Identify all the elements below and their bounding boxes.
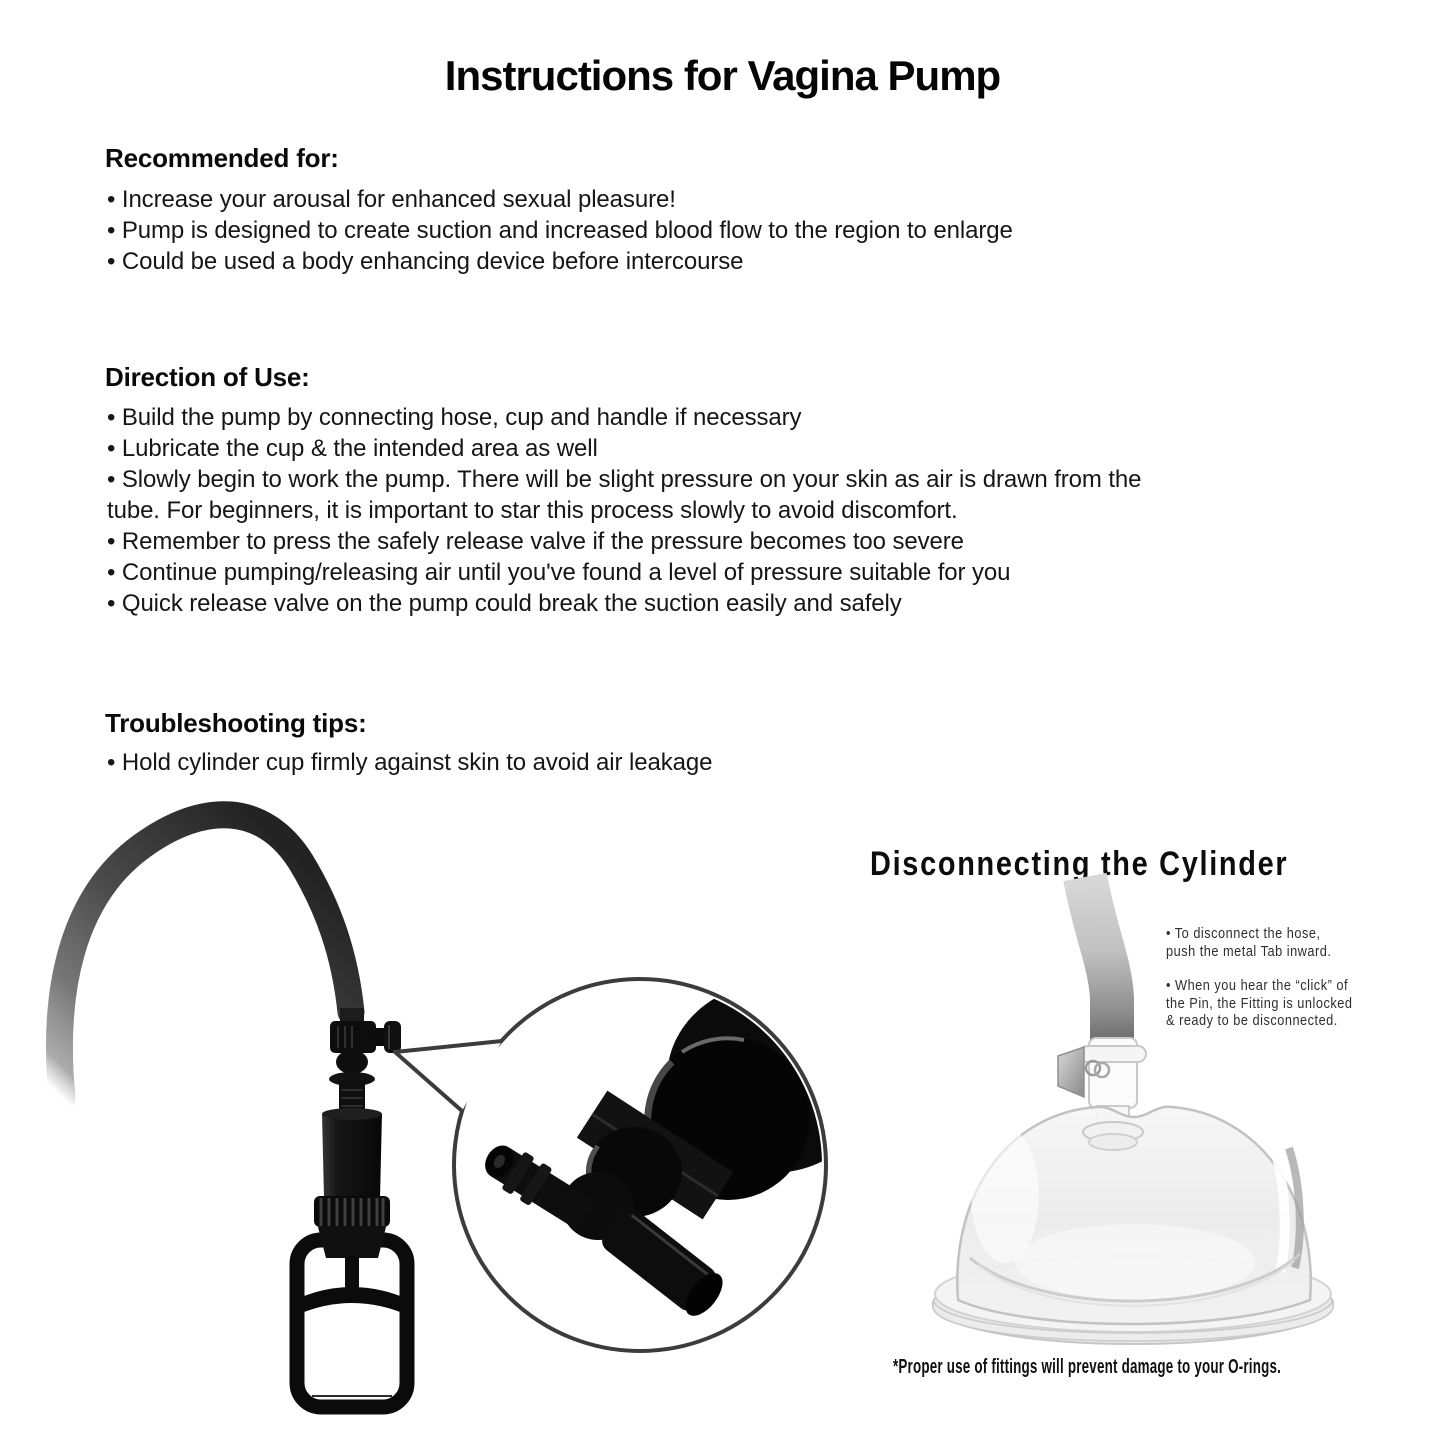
valve-collar	[336, 1050, 368, 1074]
bullet-line: • Lubricate the cup & the intended area as well	[107, 435, 598, 462]
dome-center-glare	[1015, 1224, 1255, 1300]
note-line: • When you hear the “click” of	[1166, 977, 1349, 994]
note-line: the Pin, the Fitting is unlocked	[1166, 994, 1353, 1012]
direction-of-use-list	[107, 402, 1141, 619]
cup-neck-ring-lower	[1089, 1134, 1137, 1150]
bullet-line: • Continue pumping/releasing air until you've found a level of pressure suitable for you	[107, 559, 1011, 586]
bullet-line: • Remember to press the safely release valve if the pressure becomes too severe	[107, 528, 964, 555]
section-heading-direction-of-use: Direction of Use:	[105, 361, 310, 392]
bullet-line: • Hold cylinder cup firmly against skin to avoid air leakage	[107, 749, 713, 776]
note-line: & ready to be disconnected.	[1166, 1012, 1338, 1029]
section-heading-troubleshooting-tips: Troubleshooting tips:	[105, 707, 367, 738]
bullet-line: tube. For beginners, it is important to star this process slowly to avoid discomfort.	[107, 497, 958, 524]
bullet-line: • Quick release valve on the pump could break the suction easily and safely	[107, 590, 902, 617]
bullet-line: • Increase your arousal for enhanced sexual pleasure!	[107, 186, 676, 213]
metal-tab	[1058, 1047, 1084, 1097]
valve-closeup-magnifier	[395, 979, 877, 1351]
note-click-pin	[1166, 977, 1352, 1030]
o-rings-footnote: *Proper use of fittings will prevent damage to your O-rings.	[893, 1356, 1282, 1378]
recommended-for-list	[107, 184, 1013, 277]
pump-valve	[330, 1008, 401, 1053]
pump-cylinder	[314, 1108, 390, 1258]
cylinder-panel-heading: Disconnecting the Cylinder	[870, 845, 1289, 883]
troubleshooting-list	[107, 747, 712, 778]
section-heading-recommended-for: Recommended for:	[105, 142, 339, 173]
page-title: Instructions for Vagina Pump	[444, 52, 1001, 100]
bullet-line: • Slowly begin to work the pump. There will be slight pressure on your skin as air is drawn from the	[107, 466, 1142, 493]
bullet-line: • Pump is designed to create suction and increased blood flow to the region to enlarge	[107, 217, 1013, 244]
cylinder-panel-notes	[1166, 925, 1352, 1030]
note-line: push the metal Tab inward.	[1166, 942, 1332, 960]
cup-hose	[1085, 877, 1112, 1042]
illustrations-canvas	[0, 780, 1445, 1445]
bullet-line: • Could be used a body enhancing device before intercourse	[107, 248, 744, 275]
note-line: • To disconnect the hose,	[1166, 925, 1321, 942]
note-disconnect-hose	[1166, 925, 1352, 960]
pump-illustration	[59, 815, 407, 1407]
dome-left-highlight	[971, 1127, 1039, 1263]
pump-hose	[59, 815, 351, 1098]
pump-plunger	[299, 1256, 405, 1314]
bullet-line: • Build the pump by connecting hose, cup and handle if necessary	[107, 404, 802, 431]
